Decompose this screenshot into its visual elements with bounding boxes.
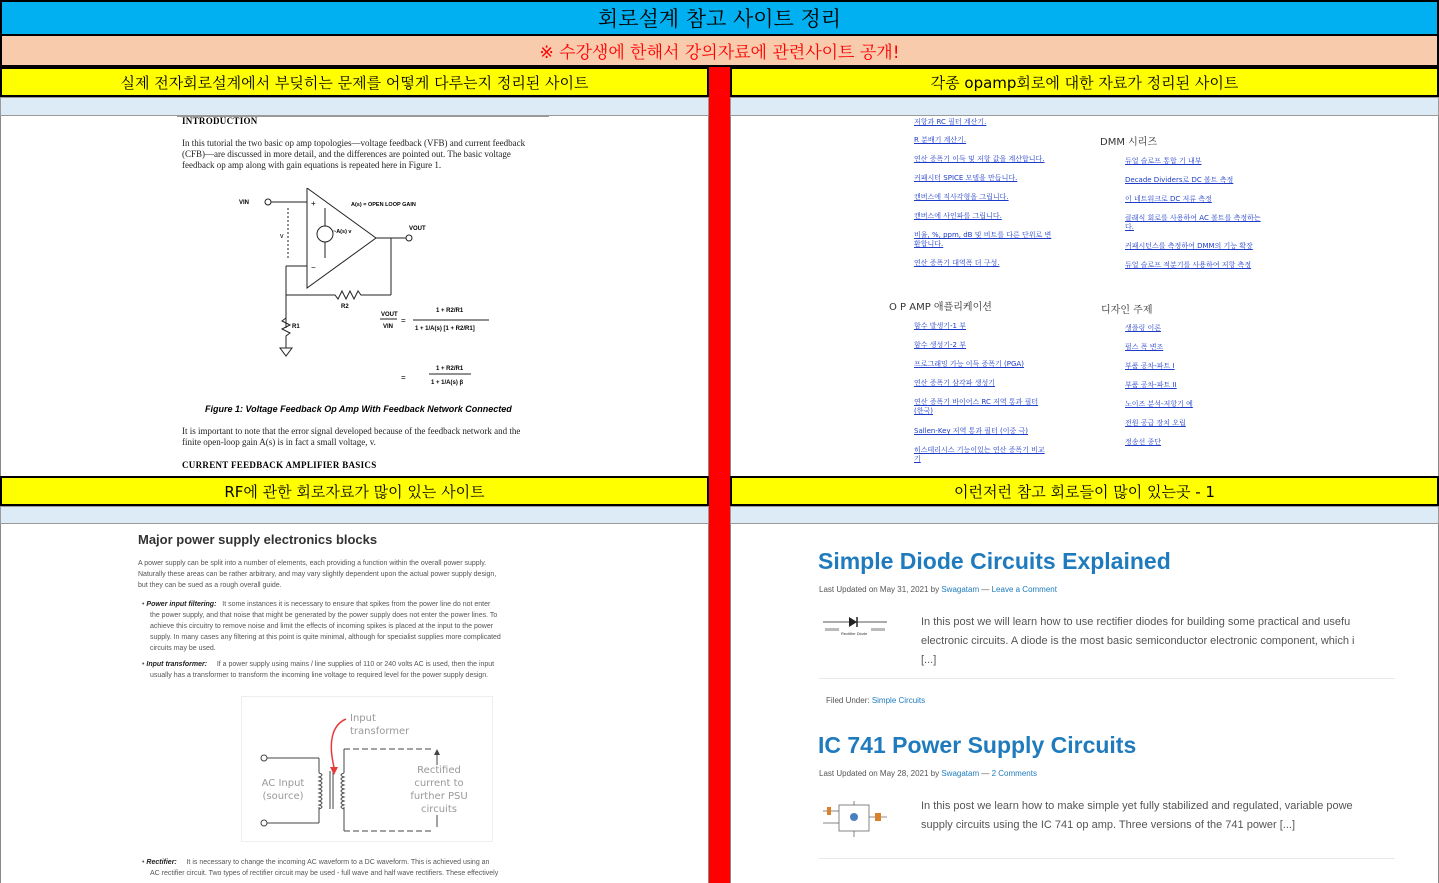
figure-caption: Figure 1: Voltage Feedback Op Amp With Feedback Network Connected — [205, 404, 512, 414]
excerpt-line: supply circuits using the IC 741 op amp. Three versions of the 741 power [...] — [921, 819, 1295, 831]
link-item[interactable]: 연산 증폭기 대역폭 더 구성. — [914, 259, 1000, 267]
diag-line: Rectified — [417, 765, 461, 776]
page-title: 회로설계 참고 사이트 정리 — [597, 7, 842, 31]
psu-intro — [138, 558, 588, 591]
link-item[interactable]: 비율, %, ppm, dB 및 비트를 다른 단위로 변 — [914, 231, 1052, 239]
label-vout: VOUT — [409, 226, 426, 232]
link-item[interactable]: 연산 증폭기 바이어스 RC 저역 통과 필터 — [914, 398, 1039, 406]
panel-title-bottom-left: RF에 관한 회로자료가 많이 있는 사이트 — [224, 482, 485, 501]
link-item[interactable]: 커패시터 SPICE 모델을 만듭니다. — [914, 174, 1018, 182]
notice-text: ※ 수강생에 한해서 강의자료에 관련사이트 공개! — [539, 43, 900, 63]
transformer-diagram — [241, 696, 493, 842]
post-divider — [819, 858, 1395, 859]
label-a-v: ~A(s) v — [333, 229, 352, 235]
label-open-loop-gain: A(s) = OPEN LOOP GAIN — [351, 202, 416, 208]
opamp-schematic — [231, 188, 511, 388]
psu-line: Naturally these areas can be rather arbitrary, and may vary slightly dependent upon the actual power supply design, — [138, 571, 497, 578]
link-item[interactable]: 펄스 폭 변조 — [1125, 343, 1164, 351]
post-2-excerpt — [921, 797, 1353, 835]
psu-line: usually has a transformer to transform the incoming line voltage to required level for the power supply design. — [150, 672, 489, 679]
link-item[interactable]: 환합니다. — [914, 240, 944, 248]
eq-low-num: 1 + R2/R1 — [436, 366, 464, 372]
link-item[interactable]: 생플링 이론 — [1125, 324, 1162, 332]
link-item[interactable]: 연산 증폭기 삼각파 생성기 — [914, 379, 996, 387]
post-1-title-link[interactable]: Simple Diode Circuits Explained — [818, 548, 1171, 574]
thumb-caption: Rectifier Diode — [841, 631, 868, 636]
diag-line: current to — [414, 778, 464, 789]
post-2-meta — [819, 769, 1037, 778]
post-2-thumbnail[interactable] — [819, 799, 891, 839]
design-topics-heading: 디자인 주제 — [1101, 305, 1153, 316]
panel-title-top-left: 실제 전자회로설계에서 부딪히는 문제를 어떻게 다루는지 정리된 사이트 — [120, 73, 589, 92]
psu-line: A power supply can be split into a number of elements, each providing a function within the overall power supply. — [138, 560, 487, 567]
link-item[interactable]: 노이즈 분석-저항기 예 — [1125, 400, 1193, 408]
doc-line: feedback op amp along with gain equations is repeated here in Figure 1. — [182, 160, 442, 170]
panel-header-top-left — [0, 67, 709, 97]
panel-header-bottom-left — [0, 476, 709, 506]
label-input-transformer — [350, 712, 410, 738]
filed-label: Filed Under: — [826, 696, 870, 705]
bullet-label: Power input filtering: — [146, 601, 217, 608]
doc-line: finite open-loop gain A(s) is in fact a small voltage, v. — [182, 437, 376, 447]
svg-text:=: = — [401, 316, 406, 325]
psu-title: Major power supply electronics blocks — [138, 532, 378, 547]
link-item[interactable]: 연산 증폭기 이득 및 저항 값을 계산합니다. — [914, 155, 1045, 163]
link-item[interactable]: 기 — [914, 455, 921, 463]
psu-line: It some instances it is necessary to ensure that spikes from the power line do not enter — [222, 601, 491, 608]
link-item[interactable]: Decade Dividers로 DC 볼트 측정 — [1125, 176, 1234, 184]
psu-line: but they can be sued as a rough overall guide. — [138, 582, 282, 589]
notice-bar — [0, 36, 1439, 67]
svg-text:=: = — [401, 373, 406, 382]
post-2-title-link[interactable]: IC 741 Power Supply Circuits — [818, 732, 1137, 758]
diag-line: transformer — [350, 726, 410, 737]
meta-separator: — — [981, 769, 990, 778]
post-divider — [819, 678, 1395, 679]
excerpt-line: In this post we will learn how to use rectifier diodes for building some practical and usefu — [921, 616, 1351, 628]
spacer-strip-bottom-left — [0, 506, 709, 524]
label-r2: R2 — [341, 304, 349, 310]
psu-line: the power supply, and that noise that might be generated by the power supply does not enter the power lines. To — [150, 612, 498, 619]
author-link[interactable]: Swagatam — [941, 769, 980, 778]
eq-mid-num: 1 + R2/R1 — [436, 308, 464, 314]
label-v: v — [280, 233, 284, 240]
link-item[interactable]: (한국) — [914, 407, 933, 415]
post-1-excerpt — [921, 613, 1354, 670]
excerpt-line: [...] — [921, 654, 937, 666]
meta-separator: — — [981, 585, 990, 594]
link-item[interactable]: Sallen-Key 저역 통과 필터 (이중 극) — [914, 427, 1029, 435]
link-item[interactable]: 히스테리시스 기능이있는 연산 증폭기 비교 — [914, 446, 1045, 454]
psu-line: supply. In many cases any filtering at this point is quite minimal, although for specialist supplies more complicated — [150, 634, 501, 641]
diag-line: circuits — [421, 804, 457, 815]
label-r1: R1 — [292, 324, 300, 330]
label-vin: VIN — [239, 200, 250, 206]
spacer-strip-top-right — [730, 97, 1439, 116]
link-item[interactable]: 듀얼 슬로프 통합 기 내부 — [1125, 157, 1202, 165]
label-minus: − — [311, 263, 316, 272]
doc-paragraph-1 — [182, 138, 552, 171]
panel-header-bottom-right — [730, 476, 1439, 506]
link-item[interactable]: 이 네트워크로 DC 저류 측정 — [1125, 195, 1212, 203]
spacer-strip-bottom-right — [730, 506, 1439, 524]
diag-line: AC Input — [261, 778, 305, 789]
comment-link[interactable]: 2 Comments — [991, 769, 1037, 778]
psu-bullet-1: • Power input filtering: It some instances it is necessary to ensure that spikes from the power line do not enter the power supply, and that noise that might be generated by the power supply does not enter the power lines. To achieve this circuitry to remove noise and limit the effects of incoming spikes is placed at the input to the power supply. In many cases any filtering at this point is quite minimal, although for specialist supplies more complicated circuits may be used. — [142, 599, 592, 654]
doc-line: In this tutorial the two basic op amp topologies—voltage feedback (VFB) and current feedback — [182, 138, 526, 148]
doc-line: It is important to note that the error signal developed because of the feedback network and the — [182, 426, 521, 436]
link-item[interactable]: 함수 발생기-1 부 — [914, 322, 967, 330]
link-item[interactable]: 프로그래밍 가능 이득 증폭기 (PGA) — [914, 360, 1024, 368]
link-item[interactable]: 전원 공급 장치 오립 — [1125, 419, 1186, 427]
diag-line: further PSU — [410, 791, 468, 802]
doc-next-heading: CURRENT FEEDBACK AMPLIFIER BASICS — [182, 460, 377, 470]
diag-line: (source) — [262, 791, 304, 802]
link-item[interactable]: 부품 공차-파트 I — [1125, 362, 1175, 370]
excerpt-line: In this post we learn how to make simple yet fully stabilized and regulated, variable powe — [921, 800, 1353, 812]
link-item[interactable]: 캔버스에 사인파를 그립니다. — [914, 212, 1002, 220]
excerpt-line: electronic circuits. A diode is the most basic semiconductor electronic component, which i — [921, 635, 1355, 647]
screenshot-opamp-tutorial[interactable] — [0, 116, 709, 476]
link-item[interactable]: 듀얼 슬로프 적분기를 사용하여 저항 측정 — [1125, 261, 1252, 269]
screenshot-opamp-links[interactable] — [730, 116, 1439, 476]
eq-low-den: 1 + 1/A(s) β — [431, 380, 464, 386]
label-ac-input — [252, 777, 314, 803]
eq-lhs-num: VOUT — [381, 312, 398, 318]
spacer-strip-top-left — [0, 97, 709, 116]
comment-link[interactable]: Leave a Comment — [991, 585, 1057, 594]
eq-mid-den: 1 + 1/A(s) [1 + R2/R1] — [415, 326, 475, 332]
doc-line: (CFB)—are discussed in more detail, and the differences are pointed out. The basic voltage — [182, 149, 511, 159]
screenshot-circuit-blog[interactable] — [730, 524, 1439, 883]
post-1-thumbnail[interactable] — [819, 614, 891, 644]
post-1-meta — [819, 585, 1057, 594]
link-item[interactable]: 클래식 회로를 사용하여 AC 볼트를 측정하는 — [1125, 214, 1261, 222]
panel-title-top-right: 각종 opamp회로에 대한 자료가 정리된 사이트 — [930, 73, 1239, 92]
post-1-filed-under — [826, 696, 925, 705]
psu-line: AC rectifier circuit. Two types of rectifier circuit may be used - full wave and half wave rectifiers. These effectively — [150, 870, 499, 877]
label-plus: + — [311, 199, 316, 208]
link-item[interactable]: 부품 공차-파트 II — [1125, 381, 1177, 389]
psu-bullet-2: • Input transformer: If a power supply using mains / line supplies of 110 or 240 volts AC is used, then the input usually has a transformer to transform the incoming line voltage to required level for the power supply design. — [142, 659, 592, 681]
opamp-applications-heading: O P AMP 애플리케이션 — [889, 302, 992, 313]
bullet-label: Input transformer: — [146, 661, 208, 668]
eq-lhs-den: VIN — [383, 324, 394, 330]
meta-text: Last Updated on May 31, 2021 by — [819, 585, 940, 594]
panel-title-bottom-right: 이런저런 참고 회로들이 많이 있는곳 - 1 — [954, 482, 1215, 501]
doc-paragraph-2 — [182, 426, 552, 448]
link-item[interactable]: 캔버스에 직사각형을 그립니다. — [914, 193, 1009, 201]
psu-line: achieve this circuitry to remove noise and limit the effects of incoming spikes is placed at the input to the power — [150, 623, 494, 630]
doc-heading: INTRODUCTION — [182, 116, 258, 126]
dmm-series-heading: DMM 시리즈 — [1100, 137, 1158, 148]
page-title-bar — [0, 0, 1439, 36]
psu-line: circuits may be used. — [150, 645, 216, 652]
bullet-label: Rectifier: — [146, 859, 177, 866]
red-divider — [708, 67, 731, 883]
author-link[interactable]: Swagatam — [941, 585, 980, 594]
panel-header-top-right — [730, 67, 1439, 97]
link-item[interactable]: 정송선 종단 — [1125, 438, 1162, 446]
psu-bullet-3: • Rectifier: It is necessary to change the incoming AC waveform to a DC waveform. This is achieved using an AC rectifier circuit. Two types of rectifier circuit may be used - full wave and half wave rectifiers. These effectively — [142, 857, 592, 879]
link-item[interactable]: 커패시턴스를 측정하여 DMM의 기능 확장 — [1125, 242, 1253, 250]
psu-line: It is necessary to change the incoming AC waveform to a DC waveform. This is achieved using an — [186, 859, 490, 866]
diag-line: Input — [350, 713, 376, 724]
link-item[interactable]: 함수 생성기-2 부 — [914, 341, 967, 349]
link-item[interactable]: R 분배기 계산기. — [914, 136, 967, 144]
meta-text: Last Updated on May 28, 2021 by — [819, 769, 940, 778]
link-item[interactable]: 저항과 RC 필터 계산기. — [914, 118, 987, 126]
screenshot-power-supply[interactable] — [0, 524, 709, 883]
psu-line: If a power supply using mains / line supplies of 110 or 240 volts AC is used, then the input — [216, 661, 495, 668]
link-item[interactable]: 다. — [1125, 223, 1134, 231]
category-link[interactable]: Simple Circuits — [871, 696, 926, 705]
label-rectified-current — [406, 764, 472, 816]
